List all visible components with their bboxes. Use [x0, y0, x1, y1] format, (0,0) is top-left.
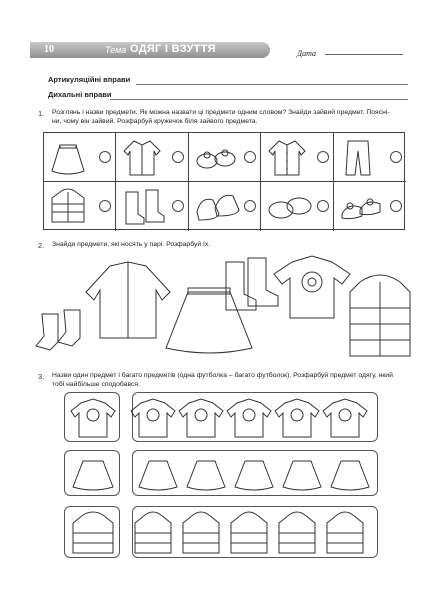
- choice-circle[interactable]: [390, 151, 402, 163]
- tshirt-icon: [179, 399, 223, 437]
- task-1-text: [52, 108, 412, 126]
- grid-cell-pants: [334, 133, 406, 182]
- choice-circle[interactable]: [244, 200, 256, 212]
- task-2-illustration: [30, 252, 410, 362]
- grid-cell-down-jacket: [44, 182, 116, 231]
- down-jacket-icon: [48, 186, 88, 228]
- down-jacket-icon: [65, 507, 121, 559]
- choice-circle[interactable]: [244, 151, 256, 163]
- breathing-label: Дихальні вправи: [48, 90, 112, 99]
- many-down-jackets-box[interactable]: [132, 506, 378, 558]
- articulation-line[interactable]: [136, 84, 408, 85]
- tshirt-row: [133, 393, 379, 443]
- task-3-line-1: Назви один предмет і багато предметів (одна футболка – багато футболок). Розфарбуй предмет одягу, який: [52, 372, 393, 379]
- skirt-icon[interactable]: [166, 288, 252, 353]
- task-1-grid: [43, 132, 405, 230]
- choice-circle[interactable]: [99, 200, 111, 212]
- sneakers-icon: [193, 186, 241, 228]
- choice-circle[interactable]: [317, 151, 329, 163]
- date-field[interactable]: [297, 43, 405, 57]
- grid-cell-skirt: [44, 133, 116, 182]
- task-3-line-2: тобі найбільше сподобався.: [52, 381, 140, 388]
- task-2-drawing: [30, 252, 410, 362]
- single-skirt-box[interactable]: [64, 450, 120, 496]
- choice-circle[interactable]: [99, 151, 111, 163]
- task-3-text: [52, 371, 412, 389]
- boots-icon: [120, 186, 168, 228]
- grid-cell-baby-shoes: [261, 182, 333, 231]
- task-2-text: Знайди предмети, які носять у парі. Розфарбуй їх.: [52, 241, 211, 248]
- task-3-number: 3.: [38, 372, 45, 381]
- task-1-line-1: Розглянь і назви предмети. Як можна назвати ці предмети одним словом? Знайди зайвий предмет. Поясні-: [52, 109, 390, 116]
- down-jacket-row: [133, 507, 379, 559]
- single-down-jacket-box[interactable]: [64, 506, 120, 558]
- task-1-number: 1.: [38, 109, 45, 118]
- jacket-icon[interactable]: [86, 262, 170, 338]
- single-tshirt-box[interactable]: [64, 392, 120, 442]
- choice-circle[interactable]: [172, 151, 184, 163]
- grid-cell-sneakers: [189, 182, 261, 231]
- breathing-row: [48, 90, 408, 102]
- jacket-icon: [120, 137, 164, 179]
- articulation-label: Артикуляційні вправи: [48, 75, 131, 84]
- page-number: 10: [44, 44, 54, 55]
- skirt-row: [133, 451, 379, 497]
- choice-circle[interactable]: [172, 200, 184, 212]
- task-1-line-2: ни, чому він зайвий. Розфарбуй кружечок біля зайвого предмета.: [52, 118, 258, 125]
- pants-icon: [338, 137, 378, 179]
- articulation-row: [48, 75, 408, 87]
- tshirt-icon[interactable]: [274, 256, 350, 318]
- socks-icon[interactable]: [36, 310, 80, 350]
- grid-cell-sandals: [334, 182, 406, 231]
- grid-cell-boots: [116, 182, 188, 231]
- baby-shoes-icon: [265, 186, 313, 228]
- page-header: [30, 42, 270, 58]
- task-2-number: 2.: [38, 241, 45, 250]
- grid-cell-jacket: [116, 133, 188, 182]
- shirt-icon: [265, 137, 309, 179]
- sandals-icon: [338, 186, 386, 228]
- tshirt-icon: [65, 393, 121, 443]
- grid-cell-shirt: [261, 133, 333, 182]
- skirt-icon: [65, 451, 121, 497]
- down-jacket-icon[interactable]: [350, 275, 410, 356]
- many-skirts-box[interactable]: [132, 450, 378, 496]
- choice-circle[interactable]: [390, 200, 402, 212]
- date-line: [325, 54, 403, 55]
- breathing-line[interactable]: [110, 99, 408, 100]
- slippers-icon: [193, 137, 241, 177]
- skirt-icon: [48, 137, 88, 177]
- choice-circle[interactable]: [317, 200, 329, 212]
- date-label: Дата: [297, 49, 316, 58]
- grid-cell-slippers: [189, 133, 261, 182]
- theme-label: Тема: [105, 45, 127, 55]
- many-tshirts-box[interactable]: [132, 392, 378, 442]
- theme-title: ОДЯГ І ВЗУТТЯ: [130, 43, 216, 55]
- tshirt-icon: [275, 399, 319, 437]
- tshirt-icon: [323, 399, 367, 437]
- tshirt-icon: [227, 399, 271, 437]
- tshirt-icon: [131, 399, 175, 437]
